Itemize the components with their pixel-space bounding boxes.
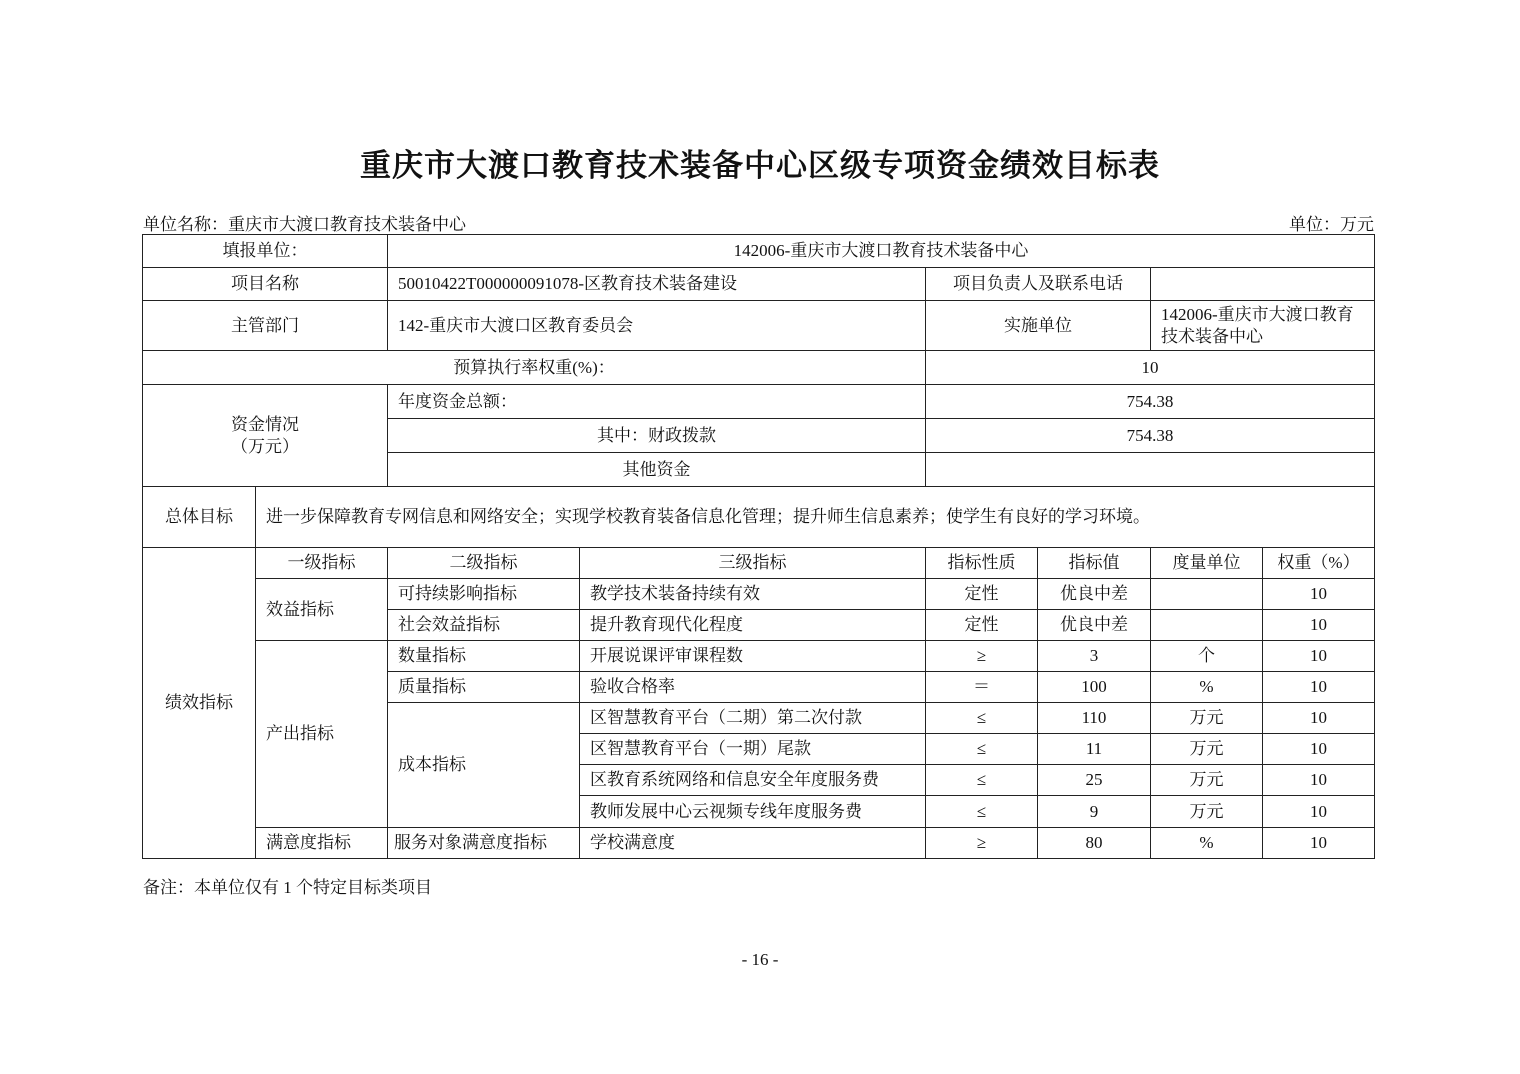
unit-cell: 个	[1151, 641, 1263, 672]
level2-cell: 数量指标	[388, 641, 580, 672]
weight-cell: 10	[1263, 765, 1375, 796]
unit-cell: 万元	[1151, 796, 1263, 828]
nature-cell: ＝	[926, 672, 1038, 703]
unit-name: 单位名称：重庆市大渡口教育技术装备中心	[143, 215, 466, 234]
weight-cell: 10	[1263, 610, 1375, 641]
goal: 进一步保障教育专网信息和网络安全；实现学校教育装备信息化管理；提升师生信息素养；使学生有良好的学习环境。	[256, 487, 1375, 548]
value-cell: 110	[1038, 703, 1151, 734]
col-nature: 指标性质	[926, 548, 1038, 579]
fiscal-label: 其中：财政拨款	[388, 419, 926, 453]
table-row	[143, 579, 1375, 610]
other-label: 其他资金	[388, 453, 926, 487]
nature-cell: ≥	[926, 641, 1038, 672]
document-title: 重庆市大渡口教育技术装备中心区级专项资金绩效目标表	[360, 148, 1160, 183]
dept: 142-重庆市大渡口区教育委员会	[388, 301, 926, 351]
contact-label: 项目负责人及联系电话	[926, 268, 1151, 301]
weight-cell: 10	[1263, 579, 1375, 610]
unit-cell: %	[1151, 828, 1263, 859]
level2-cell: 质量指标	[388, 672, 580, 703]
col-level1: 一级指标	[256, 548, 388, 579]
report-unit: 142006-重庆市大渡口教育技术装备中心	[388, 235, 1375, 268]
performance-table	[142, 234, 1375, 859]
level2-cell: 可持续影响指标	[388, 579, 580, 610]
col-unit: 度量单位	[1151, 548, 1263, 579]
nature-cell: 定性	[926, 610, 1038, 641]
project-name: 50010422T000000091078-区教育技术装备建设	[388, 268, 926, 301]
weight-cell: 10	[1263, 796, 1375, 828]
page-number: - 16 -	[741, 950, 779, 969]
nature-cell: ≥	[926, 828, 1038, 859]
weight-cell: 10	[1263, 828, 1375, 859]
goal-label: 总体目标	[143, 487, 256, 548]
col-level2: 二级指标	[388, 548, 580, 579]
unit-cell	[1151, 579, 1263, 610]
value-cell: 优良中差	[1038, 610, 1151, 641]
level3-cell: 区智慧教育平台（二期）第二次付款	[580, 703, 926, 734]
dept-label: 主管部门	[143, 301, 388, 351]
unit-cell: %	[1151, 672, 1263, 703]
table-row	[143, 641, 1375, 672]
level3-cell: 区智慧教育平台（一期）尾款	[580, 734, 926, 765]
weight-cell: 10	[1263, 641, 1375, 672]
value-cell: 80	[1038, 828, 1151, 859]
unit-cell	[1151, 610, 1263, 641]
impl-label: 实施单位	[926, 301, 1151, 351]
weight-cell: 10	[1263, 703, 1375, 734]
unit-cell: 万元	[1151, 765, 1263, 796]
annual-total: 754.38	[926, 385, 1375, 419]
contact	[1151, 268, 1375, 301]
level1-cell: 满意度指标	[256, 828, 388, 859]
nature-cell: ≤	[926, 734, 1038, 765]
level3-cell: 开展说课评审课程数	[580, 641, 926, 672]
annual-total-label: 年度资金总额：	[388, 385, 926, 419]
project-name-label: 项目名称	[143, 268, 388, 301]
col-level3: 三级指标	[580, 548, 926, 579]
report-unit-label: 填报单位：	[143, 235, 388, 268]
value-cell: 3	[1038, 641, 1151, 672]
nature-cell: ≤	[926, 703, 1038, 734]
value-cell: 9	[1038, 796, 1151, 828]
table-row	[143, 828, 1375, 859]
footnote: 备注：本单位仅有 1 个特定目标类项目	[143, 878, 432, 897]
budget-weight-label: 预算执行率权重(%)：	[143, 351, 926, 385]
level3-cell: 教师发展中心云视频专线年度服务费	[580, 796, 926, 828]
level1-cell: 效益指标	[256, 579, 388, 641]
funds-unit: （万元）	[231, 436, 299, 456]
other	[926, 453, 1375, 487]
level3-cell: 区教育系统网络和信息安全年度服务费	[580, 765, 926, 796]
unit-cell: 万元	[1151, 734, 1263, 765]
level2-cell: 服务对象满意度指标	[388, 828, 580, 859]
impl: 142006-重庆市大渡口教育技术装备中心	[1151, 301, 1375, 351]
value-cell: 11	[1038, 734, 1151, 765]
fiscal: 754.38	[926, 419, 1375, 453]
col-value: 指标值	[1038, 548, 1151, 579]
weight-cell: 10	[1263, 672, 1375, 703]
level2-cell: 社会效益指标	[388, 610, 580, 641]
value-cell: 优良中差	[1038, 579, 1151, 610]
value-cell: 100	[1038, 672, 1151, 703]
level3-cell: 教学技术装备持续有效	[580, 579, 926, 610]
weight-cell: 10	[1263, 734, 1375, 765]
nature-cell: ≤	[926, 765, 1038, 796]
level3-cell: 验收合格率	[580, 672, 926, 703]
currency-unit: 单位：万元	[1289, 215, 1374, 234]
nature-cell: ≤	[926, 796, 1038, 828]
unit-cell: 万元	[1151, 703, 1263, 734]
col-weight: 权重（%）	[1263, 548, 1375, 579]
perf-label: 绩效指标	[143, 548, 256, 859]
level3-cell: 学校满意度	[580, 828, 926, 859]
value-cell: 25	[1038, 765, 1151, 796]
level2-cell: 成本指标	[388, 703, 580, 828]
funds-label	[143, 385, 388, 487]
budget-weight: 10	[926, 351, 1375, 385]
level1-cell: 产出指标	[256, 641, 388, 828]
level3-cell: 提升教育现代化程度	[580, 610, 926, 641]
nature-cell: 定性	[926, 579, 1038, 610]
funds-label-text: 资金情况	[231, 414, 299, 434]
